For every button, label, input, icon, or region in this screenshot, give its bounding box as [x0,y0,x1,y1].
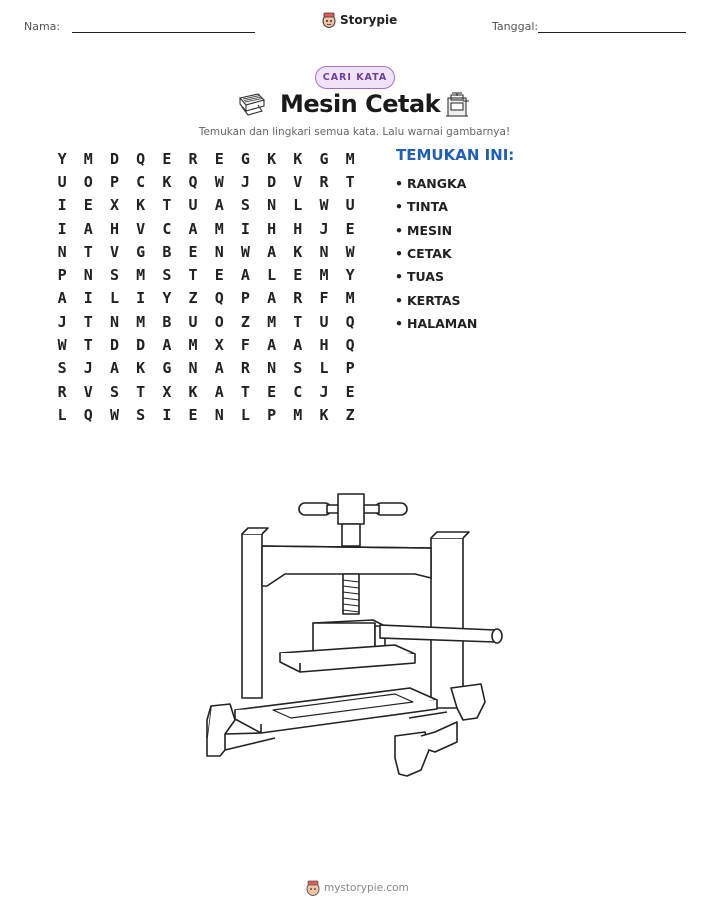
grid-cell[interactable]: I [83,289,93,308]
word-label: KERTAS [407,292,461,308]
grid-cell[interactable]: G [319,149,329,168]
word-list-item [395,265,477,288]
grid-cell[interactable]: Q [345,336,355,355]
grid-cell[interactable]: I [57,196,67,215]
grid-cell[interactable]: S [136,405,146,424]
activity-badge: CARI KATA [315,66,395,89]
grid-cell[interactable]: K [136,359,146,378]
name-label: Nama: [24,20,61,33]
brand-logo [322,12,397,28]
grid-cell[interactable]: E [83,196,93,215]
bullet: • [395,246,403,262]
grid-cell[interactable]: A [109,359,119,378]
bullet: • [395,222,403,238]
grid-cell[interactable]: I [136,289,146,308]
printing-press-icon [236,92,266,118]
grid-cell[interactable]: Q [83,405,93,424]
brand-name: Storypie [340,13,398,27]
grid-cell[interactable]: Z [240,312,250,331]
grid-cell[interactable]: E [345,382,355,401]
bullet: • [395,176,403,192]
grid-row [49,403,363,426]
grid-cell[interactable]: N [83,266,93,285]
grid-cell[interactable]: M [267,312,277,331]
word-list-item [395,312,477,335]
grid-cell[interactable]: M [345,149,355,168]
grid-cell[interactable]: X [109,196,119,215]
grid-cell[interactable]: S [293,359,303,378]
grid-cell[interactable]: U [319,312,329,331]
page-title: Mesin Cetak [280,90,441,118]
grid-cell[interactable]: N [57,242,67,261]
grid-cell[interactable]: A [162,336,172,355]
grid-cell[interactable]: O [214,312,224,331]
grid-cell[interactable]: V [83,382,93,401]
grid-cell[interactable]: X [214,336,224,355]
grid-cell[interactable]: X [162,382,172,401]
grid-cell[interactable]: E [214,149,224,168]
grid-cell[interactable]: R [293,289,303,308]
word-list-item [395,242,477,265]
bullet: • [395,292,403,308]
grid-cell[interactable]: Q [188,172,198,191]
grid-row [49,217,363,240]
footer-url[interactable]: mystorypie.com [324,882,409,894]
grid-cell[interactable]: Q [136,149,146,168]
grid-cell[interactable]: B [162,242,172,261]
grid-cell[interactable]: W [240,242,250,261]
grid-cell[interactable]: K [293,242,303,261]
grid-cell[interactable]: A [57,289,67,308]
grid-cell[interactable]: T [240,382,250,401]
grid-cell[interactable]: A [293,336,303,355]
word-label: MESIN [407,222,453,238]
grid-cell[interactable]: H [293,219,303,238]
word-label: RANGKA [407,176,467,192]
grid-cell[interactable]: L [109,289,119,308]
grid-cell[interactable]: A [188,219,198,238]
bullet: • [395,315,403,331]
grid-cell[interactable]: P [345,359,355,378]
grid-cell[interactable]: W [345,242,355,261]
grid-cell[interactable]: M [319,266,329,285]
bullet: • [395,199,403,215]
word-list-item [395,172,477,195]
grid-cell[interactable]: Q [345,312,355,331]
grid-row [49,170,363,193]
grid-row [49,147,363,170]
grid-cell[interactable]: C [136,172,146,191]
word-list [395,172,477,335]
grid-cell[interactable]: T [188,266,198,285]
word-list-item [395,219,477,242]
grid-cell[interactable]: R [188,149,198,168]
grid-cell[interactable]: L [240,405,250,424]
grid-cell[interactable]: H [267,219,277,238]
date-label: Tanggal: [492,20,539,33]
grid-cell[interactable]: K [188,382,198,401]
grid-cell[interactable]: J [240,172,250,191]
grid-row [49,287,363,310]
grid-cell[interactable]: J [83,359,93,378]
grid-cell[interactable]: U [188,312,198,331]
grid-cell[interactable]: Z [188,289,198,308]
grid-cell[interactable]: S [109,382,119,401]
grid-cell[interactable]: P [57,266,67,285]
grid-cell[interactable]: E [267,382,277,401]
grid-cell[interactable]: T [83,242,93,261]
printing-press-illustration [195,488,515,783]
grid-cell[interactable]: T [162,196,172,215]
grid-cell[interactable]: C [162,219,172,238]
grid-cell[interactable]: E [214,266,224,285]
grid-row [49,263,363,286]
grid-cell[interactable]: N [319,242,329,261]
grid-cell[interactable]: R [57,382,67,401]
grid-cell[interactable]: P [109,172,119,191]
grid-cell[interactable]: M [293,405,303,424]
grid-cell[interactable]: P [267,405,277,424]
grid-cell[interactable]: Z [345,405,355,424]
grid-cell[interactable]: K [267,149,277,168]
word-label: TUAS [407,269,444,285]
word-list-item [395,195,477,218]
word-label: TINTA [407,199,448,215]
grid-cell[interactable]: W [319,196,329,215]
word-label: HALAMAN [407,315,478,331]
grid-cell[interactable]: I [162,405,172,424]
grid-cell[interactable]: N [267,196,277,215]
grid-cell[interactable]: E [188,405,198,424]
instructions-text: Temukan dan lingkari semua kata. Lalu warnai gambarnya! [198,126,511,138]
grid-cell[interactable]: T [136,382,146,401]
grid-cell[interactable]: S [109,266,119,285]
grid-cell[interactable]: S [162,266,172,285]
grid-cell[interactable]: K [319,405,329,424]
grid-cell[interactable]: R [240,359,250,378]
grid-row [49,310,363,333]
grid-cell[interactable]: S [57,359,67,378]
grid-cell[interactable]: T [83,312,93,331]
grid-cell[interactable]: A [267,242,277,261]
grid-cell[interactable]: M [214,219,224,238]
grid-cell[interactable]: U [345,196,355,215]
grid-cell[interactable]: I [240,219,250,238]
grid-cell[interactable]: W [214,172,224,191]
grid-cell[interactable]: A [214,382,224,401]
grid-cell[interactable]: I [57,219,67,238]
grid-cell[interactable]: O [83,172,93,191]
grid-cell[interactable]: A [214,359,224,378]
grid-cell[interactable]: L [293,196,303,215]
date-line[interactable] [538,32,686,33]
grid-cell[interactable]: A [267,289,277,308]
instructions [0,126,709,138]
grid-cell[interactable]: M [136,266,146,285]
grid-cell[interactable]: L [57,405,67,424]
grid-cell[interactable]: A [240,266,250,285]
grid-row [49,240,363,263]
grid-cell[interactable]: L [319,359,329,378]
grid-cell[interactable]: M [188,336,198,355]
grid-cell[interactable]: Y [57,149,67,168]
grid-cell[interactable]: T [293,312,303,331]
grid-cell[interactable]: C [293,382,303,401]
grid-cell[interactable]: K [162,172,172,191]
grid-cell[interactable]: R [319,172,329,191]
grid-cell[interactable]: T [83,336,93,355]
grid-cell[interactable]: D [267,172,277,191]
word-list-title: TEMUKAN INI: [396,146,515,164]
grid-cell[interactable]: K [136,196,146,215]
grid-cell[interactable]: U [57,172,67,191]
grid-row [49,333,363,356]
grid-cell[interactable]: N [267,359,277,378]
grid-cell[interactable]: E [162,149,172,168]
grid-cell[interactable]: J [57,312,67,331]
word-search-grid[interactable] [49,147,363,427]
grid-cell[interactable]: D [109,336,119,355]
grid-cell[interactable]: N [109,312,119,331]
grid-cell[interactable]: U [188,196,198,215]
grid-cell[interactable]: A [214,196,224,215]
footer [306,880,409,896]
grid-cell[interactable]: D [136,336,146,355]
grid-cell[interactable]: E [293,266,303,285]
bullet: • [395,269,403,285]
grid-cell[interactable]: G [136,242,146,261]
grid-cell[interactable]: A [83,219,93,238]
grid-cell[interactable]: A [267,336,277,355]
grid-cell[interactable]: N [214,405,224,424]
grid-cell[interactable]: J [319,382,329,401]
grid-cell[interactable]: S [240,196,250,215]
grid-cell[interactable]: G [162,359,172,378]
grid-cell[interactable]: W [109,405,119,424]
grid-cell[interactable]: H [319,336,329,355]
grid-cell[interactable]: H [109,219,119,238]
grid-cell[interactable]: D [109,149,119,168]
grid-cell[interactable]: Q [214,289,224,308]
grid-cell[interactable]: Y [345,266,355,285]
grid-row [49,357,363,380]
grid-cell[interactable]: V [293,172,303,191]
grid-cell[interactable]: G [240,149,250,168]
grid-cell[interactable]: J [319,219,329,238]
grid-cell[interactable]: M [83,149,93,168]
grid-cell[interactable]: F [240,336,250,355]
word-label: CETAK [407,246,452,262]
grid-cell[interactable]: T [345,172,355,191]
word-list-item [395,288,477,311]
grid-cell[interactable]: P [240,289,250,308]
grid-row [49,194,363,217]
grid-cell[interactable]: K [293,149,303,168]
grid-cell[interactable]: Y [162,289,172,308]
grid-cell[interactable]: L [267,266,277,285]
grid-cell[interactable]: W [57,336,67,355]
grid-row [49,380,363,403]
storypie-mascot-icon [322,12,336,28]
grid-cell[interactable]: E [345,219,355,238]
grid-cell[interactable]: N [214,242,224,261]
grid-cell[interactable]: N [188,359,198,378]
grid-cell[interactable]: V [136,219,146,238]
printing-press-icon [443,92,471,120]
storypie-mascot-icon [306,880,320,896]
name-line[interactable] [72,32,255,33]
grid-cell[interactable]: F [319,289,329,308]
grid-cell[interactable]: V [109,242,119,261]
grid-cell[interactable]: M [345,289,355,308]
grid-cell[interactable]: E [188,242,198,261]
grid-cell[interactable]: M [136,312,146,331]
grid-cell[interactable]: B [162,312,172,331]
